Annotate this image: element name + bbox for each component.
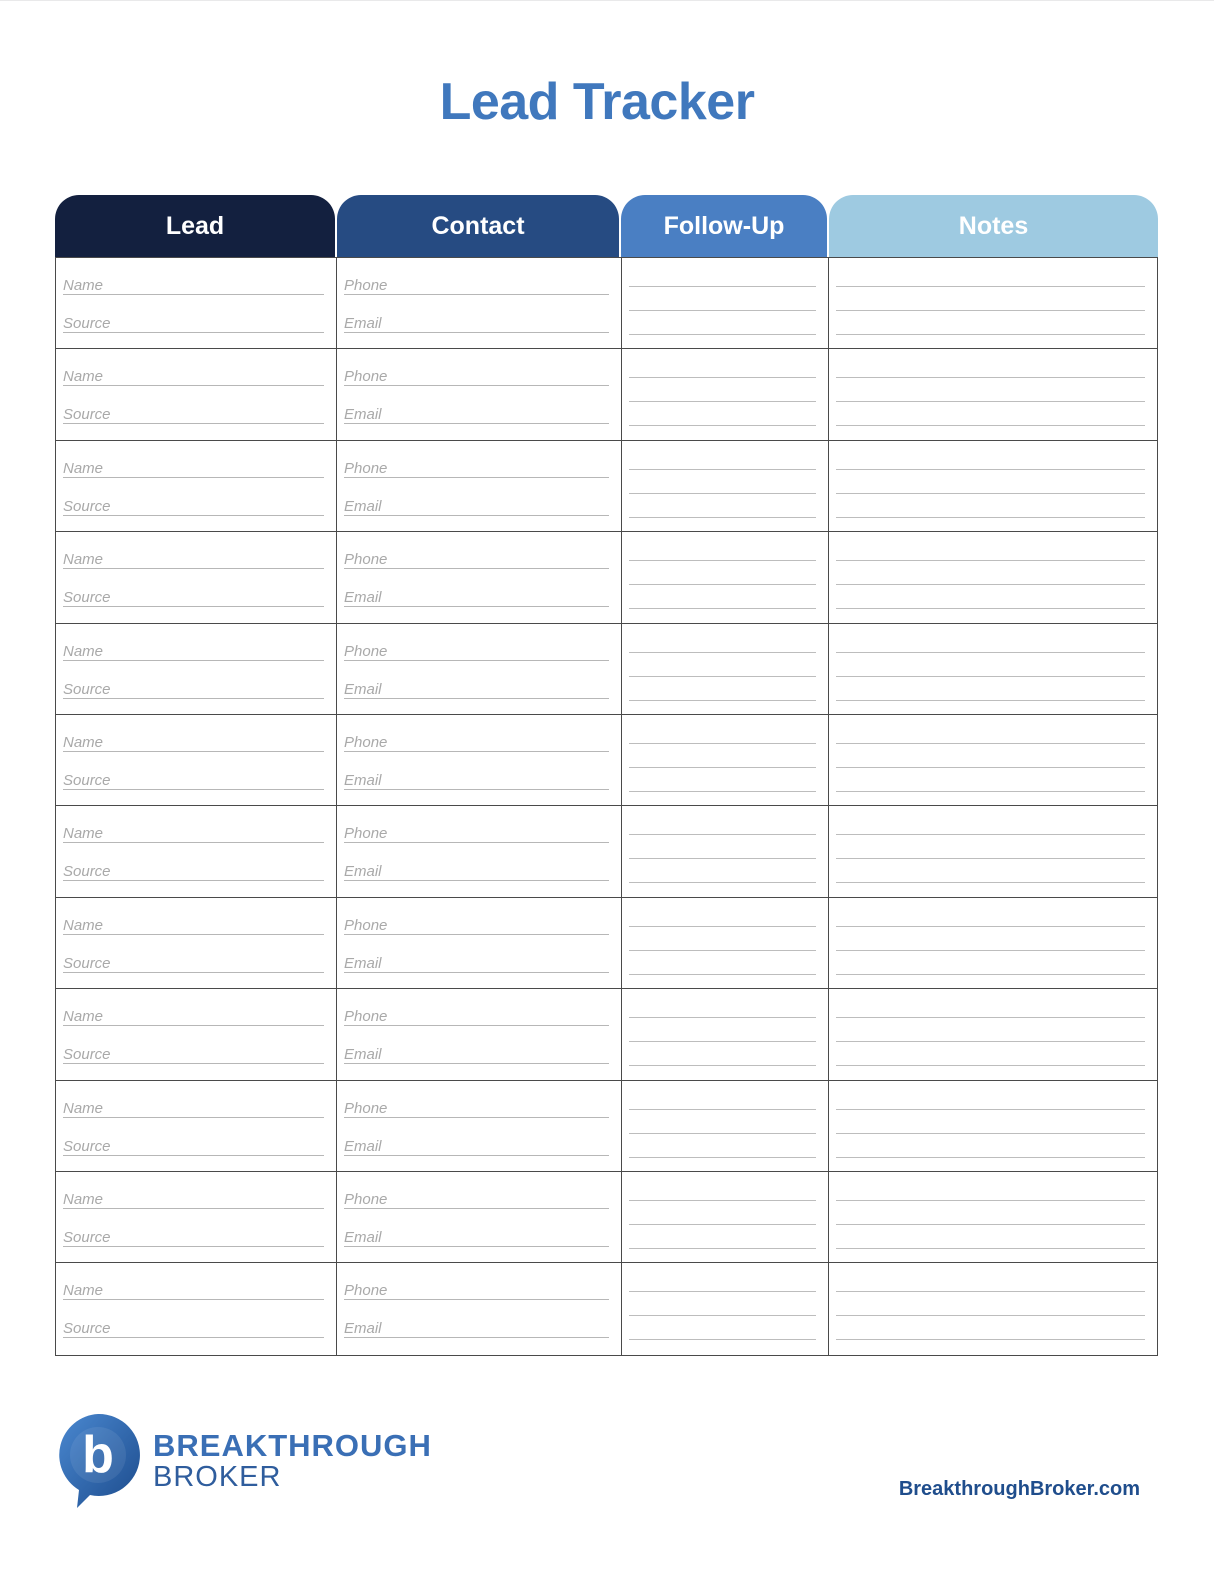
name-label: Name	[63, 1099, 104, 1117]
source-label: Source	[63, 772, 111, 789]
name-field[interactable]	[63, 1280, 324, 1300]
follow-up-line[interactable]	[629, 1339, 816, 1340]
underline	[63, 423, 324, 424]
breakthrough-logo-icon	[55, 1412, 141, 1510]
column-header-lead: Lead	[55, 195, 335, 257]
follow-up-line[interactable]	[629, 700, 816, 701]
column-header-contact: Contact	[337, 195, 619, 257]
follow-up-line[interactable]	[629, 493, 816, 494]
notes-line[interactable]	[836, 1200, 1145, 1201]
notes-line[interactable]	[836, 1133, 1145, 1134]
name-label: Name	[63, 1191, 104, 1208]
brand-name-line2: BROKER	[153, 1461, 282, 1493]
follow-up-line[interactable]	[629, 834, 816, 835]
notes-line[interactable]	[836, 425, 1145, 426]
phone-field[interactable]	[344, 1006, 609, 1026]
phone-field[interactable]	[344, 641, 609, 661]
underline	[344, 934, 609, 935]
notes-line[interactable]	[836, 1109, 1145, 1110]
website-link[interactable]: BreakthroughBroker.com	[898, 1478, 1140, 1500]
email-label: Email	[344, 1137, 382, 1155]
column-header-follow-up: Follow-Up	[621, 195, 827, 257]
follow-up-line[interactable]	[629, 1315, 816, 1316]
email-field[interactable]	[344, 1318, 609, 1338]
follow-up-line[interactable]	[629, 1224, 816, 1225]
notes-line[interactable]	[836, 1065, 1145, 1066]
follow-up-line[interactable]	[629, 882, 816, 883]
notes-line[interactable]	[836, 1157, 1145, 1158]
follow-up-line[interactable]	[629, 1291, 816, 1292]
table-row	[56, 898, 1157, 989]
table-row	[56, 1081, 1157, 1172]
notes-line[interactable]	[836, 700, 1145, 701]
source-field[interactable]	[63, 1227, 324, 1247]
source-label: Source	[63, 1320, 111, 1338]
phone-field[interactable]	[344, 549, 609, 569]
underline	[344, 385, 609, 386]
phone-field[interactable]	[344, 732, 609, 752]
name-field[interactable]	[63, 549, 324, 569]
underline	[63, 1117, 324, 1118]
source-label: Source	[63, 1046, 111, 1064]
table-row	[56, 532, 1157, 623]
email-field[interactable]	[344, 587, 609, 607]
email-label: Email	[344, 589, 382, 607]
follow-up-line[interactable]	[629, 517, 816, 518]
table-row	[56, 441, 1157, 532]
underline	[63, 294, 324, 295]
underline	[63, 880, 324, 881]
notes-line[interactable]	[836, 377, 1145, 378]
underline	[63, 1246, 324, 1247]
email-field[interactable]	[344, 496, 609, 516]
email-field[interactable]	[344, 679, 609, 699]
notes-line[interactable]	[836, 1315, 1145, 1316]
underline	[344, 332, 609, 333]
notes-line[interactable]	[836, 767, 1145, 768]
email-label: Email	[344, 315, 382, 332]
notes-line[interactable]	[836, 974, 1145, 975]
name-label: Name	[63, 459, 104, 477]
follow-up-line[interactable]	[629, 310, 816, 311]
name-field[interactable]	[63, 1189, 324, 1209]
follow-up-line[interactable]	[629, 652, 816, 653]
follow-up-line[interactable]	[629, 676, 816, 677]
name-label: Name	[63, 825, 104, 843]
follow-up-line[interactable]	[629, 1109, 816, 1110]
underline	[344, 1063, 609, 1064]
underline	[63, 477, 324, 478]
name-field[interactable]	[63, 458, 324, 478]
notes-line[interactable]	[836, 517, 1145, 518]
phone-label: Phone	[344, 551, 388, 569]
underline	[344, 1246, 609, 1247]
notes-line[interactable]	[836, 791, 1145, 792]
underline	[344, 660, 609, 661]
underline	[344, 423, 609, 424]
email-field[interactable]	[344, 313, 609, 333]
email-label: Email	[344, 1229, 382, 1246]
notes-line[interactable]	[836, 469, 1145, 470]
underline	[344, 1025, 609, 1026]
underline	[344, 568, 609, 569]
follow-up-line[interactable]	[629, 1041, 816, 1042]
follow-up-line[interactable]	[629, 401, 816, 402]
notes-line[interactable]	[836, 493, 1145, 494]
underline	[63, 1155, 324, 1156]
source-field[interactable]	[63, 1136, 324, 1156]
email-field[interactable]	[344, 953, 609, 973]
notes-line[interactable]	[836, 1041, 1145, 1042]
name-label: Name	[63, 916, 104, 934]
source-label: Source	[63, 1229, 111, 1246]
notes-line[interactable]	[836, 676, 1145, 677]
follow-up-line[interactable]	[629, 858, 816, 859]
follow-up-line[interactable]	[629, 1133, 816, 1134]
source-field[interactable]	[63, 861, 324, 881]
phone-label: Phone	[344, 916, 388, 934]
underline	[344, 789, 609, 790]
name-label: Name	[63, 1282, 104, 1300]
follow-up-line[interactable]	[629, 1157, 816, 1158]
phone-field[interactable]	[344, 915, 609, 935]
name-label: Name	[63, 551, 104, 569]
source-field[interactable]	[63, 1318, 324, 1338]
table-row	[56, 806, 1157, 897]
underline	[63, 789, 324, 790]
underline	[63, 698, 324, 699]
notes-line[interactable]	[836, 743, 1145, 744]
notes-line[interactable]	[836, 286, 1145, 287]
notes-line[interactable]	[836, 608, 1145, 609]
source-field[interactable]	[63, 496, 324, 516]
email-label: Email	[344, 1046, 382, 1064]
underline	[344, 294, 609, 295]
follow-up-line[interactable]	[629, 425, 816, 426]
notes-line[interactable]	[836, 1339, 1145, 1340]
phone-field[interactable]	[344, 1189, 609, 1209]
phone-field[interactable]	[344, 1098, 609, 1118]
name-field[interactable]	[63, 1098, 324, 1118]
notes-line[interactable]	[836, 950, 1145, 951]
underline	[344, 1155, 609, 1156]
email-label: Email	[344, 680, 382, 698]
notes-line[interactable]	[836, 584, 1145, 585]
phone-label: Phone	[344, 1282, 388, 1300]
email-label: Email	[344, 772, 382, 789]
notes-line[interactable]	[836, 652, 1145, 653]
notes-line[interactable]	[836, 310, 1145, 311]
notes-line[interactable]	[836, 1017, 1145, 1018]
email-field[interactable]	[344, 861, 609, 881]
source-field[interactable]	[63, 404, 324, 424]
phone-label: Phone	[344, 642, 388, 660]
follow-up-line[interactable]	[629, 1248, 816, 1249]
table-row	[56, 989, 1157, 1080]
underline	[63, 515, 324, 516]
phone-field[interactable]	[344, 458, 609, 478]
phone-field[interactable]	[344, 275, 609, 295]
phone-label: Phone	[344, 368, 388, 386]
underline	[63, 934, 324, 935]
name-label: Name	[63, 734, 104, 751]
table-row	[56, 349, 1157, 440]
notes-line[interactable]	[836, 834, 1145, 835]
name-label: Name	[63, 1008, 104, 1026]
email-label: Email	[344, 1320, 382, 1338]
phone-field[interactable]	[344, 1280, 609, 1300]
follow-up-line[interactable]	[629, 1200, 816, 1201]
underline	[63, 385, 324, 386]
notes-line[interactable]	[836, 858, 1145, 859]
email-label: Email	[344, 406, 382, 424]
table-row	[56, 1263, 1157, 1354]
phone-label: Phone	[344, 1099, 388, 1117]
email-field[interactable]	[344, 1044, 609, 1064]
phone-label: Phone	[344, 825, 388, 843]
follow-up-line[interactable]	[629, 1065, 816, 1066]
notes-line[interactable]	[836, 882, 1145, 883]
email-field[interactable]	[344, 404, 609, 424]
underline	[63, 751, 324, 752]
column-header-notes: Notes	[829, 195, 1158, 257]
follow-up-line[interactable]	[629, 743, 816, 744]
underline	[63, 606, 324, 607]
name-field[interactable]	[63, 823, 324, 843]
notes-line[interactable]	[836, 1291, 1145, 1292]
name-label: Name	[63, 642, 104, 660]
table-header	[55, 195, 1158, 257]
underline	[63, 568, 324, 569]
follow-up-line[interactable]	[629, 950, 816, 951]
notes-line[interactable]	[836, 1248, 1145, 1249]
source-field[interactable]	[63, 313, 324, 333]
phone-label: Phone	[344, 1191, 388, 1208]
source-field[interactable]	[63, 770, 324, 790]
name-field[interactable]	[63, 1006, 324, 1026]
phone-label: Phone	[344, 277, 388, 294]
underline	[344, 1117, 609, 1118]
top-border	[0, 0, 1214, 1]
phone-label: Phone	[344, 459, 388, 477]
source-field[interactable]	[63, 953, 324, 973]
follow-up-line[interactable]	[629, 377, 816, 378]
underline	[344, 477, 609, 478]
underline	[63, 1063, 324, 1064]
underline	[344, 972, 609, 973]
phone-field[interactable]	[344, 366, 609, 386]
underline	[63, 660, 324, 661]
source-field[interactable]	[63, 679, 324, 699]
name-field[interactable]	[63, 641, 324, 661]
table-row	[56, 624, 1157, 715]
source-label: Source	[63, 1137, 111, 1155]
name-field[interactable]	[63, 915, 324, 935]
follow-up-line[interactable]	[629, 767, 816, 768]
page-title: Lead Tracker	[439, 73, 755, 131]
source-label: Source	[63, 589, 111, 607]
source-field[interactable]	[63, 1044, 324, 1064]
follow-up-line[interactable]	[629, 926, 816, 927]
notes-line[interactable]	[836, 926, 1145, 927]
email-field[interactable]	[344, 770, 609, 790]
email-label: Email	[344, 497, 382, 515]
underline	[344, 1337, 609, 1338]
underline	[344, 1299, 609, 1300]
follow-up-line[interactable]	[629, 469, 816, 470]
source-label: Source	[63, 497, 111, 515]
underline	[63, 1337, 324, 1338]
follow-up-line[interactable]	[629, 334, 816, 335]
notes-line[interactable]	[836, 1224, 1145, 1225]
underline	[344, 842, 609, 843]
source-label: Source	[63, 863, 111, 881]
underline	[63, 1299, 324, 1300]
notes-line[interactable]	[836, 401, 1145, 402]
phone-label: Phone	[344, 734, 388, 751]
email-field[interactable]	[344, 1136, 609, 1156]
source-label: Source	[63, 406, 111, 424]
lead-table	[55, 257, 1158, 1356]
underline	[344, 751, 609, 752]
brand-name-line1: BREAKTHROUGH	[153, 1428, 432, 1463]
notes-line[interactable]	[836, 560, 1145, 561]
follow-up-line[interactable]	[629, 791, 816, 792]
follow-up-line[interactable]	[629, 974, 816, 975]
follow-up-line[interactable]	[629, 1017, 816, 1018]
underline	[63, 332, 324, 333]
source-label: Source	[63, 680, 111, 698]
underline	[63, 842, 324, 843]
follow-up-line[interactable]	[629, 584, 816, 585]
email-label: Email	[344, 954, 382, 972]
email-field[interactable]	[344, 1227, 609, 1247]
underline	[344, 606, 609, 607]
email-label: Email	[344, 863, 382, 881]
notes-line[interactable]	[836, 334, 1145, 335]
name-field[interactable]	[63, 366, 324, 386]
source-label: Source	[63, 315, 111, 332]
source-field[interactable]	[63, 587, 324, 607]
underline	[344, 1208, 609, 1209]
underline	[63, 1025, 324, 1026]
underline	[344, 698, 609, 699]
name-field[interactable]	[63, 732, 324, 752]
name-field[interactable]	[63, 275, 324, 295]
follow-up-line[interactable]	[629, 608, 816, 609]
table-row	[56, 258, 1157, 349]
table-row	[56, 1172, 1157, 1263]
phone-field[interactable]	[344, 823, 609, 843]
svg-text:b: b	[82, 1426, 114, 1484]
follow-up-line[interactable]	[629, 560, 816, 561]
underline	[344, 515, 609, 516]
underline	[344, 880, 609, 881]
table-row	[56, 715, 1157, 806]
name-label: Name	[63, 277, 104, 294]
phone-label: Phone	[344, 1008, 388, 1026]
underline	[63, 972, 324, 973]
follow-up-line[interactable]	[629, 286, 816, 287]
source-label: Source	[63, 954, 111, 972]
underline	[63, 1208, 324, 1209]
name-label: Name	[63, 368, 104, 386]
